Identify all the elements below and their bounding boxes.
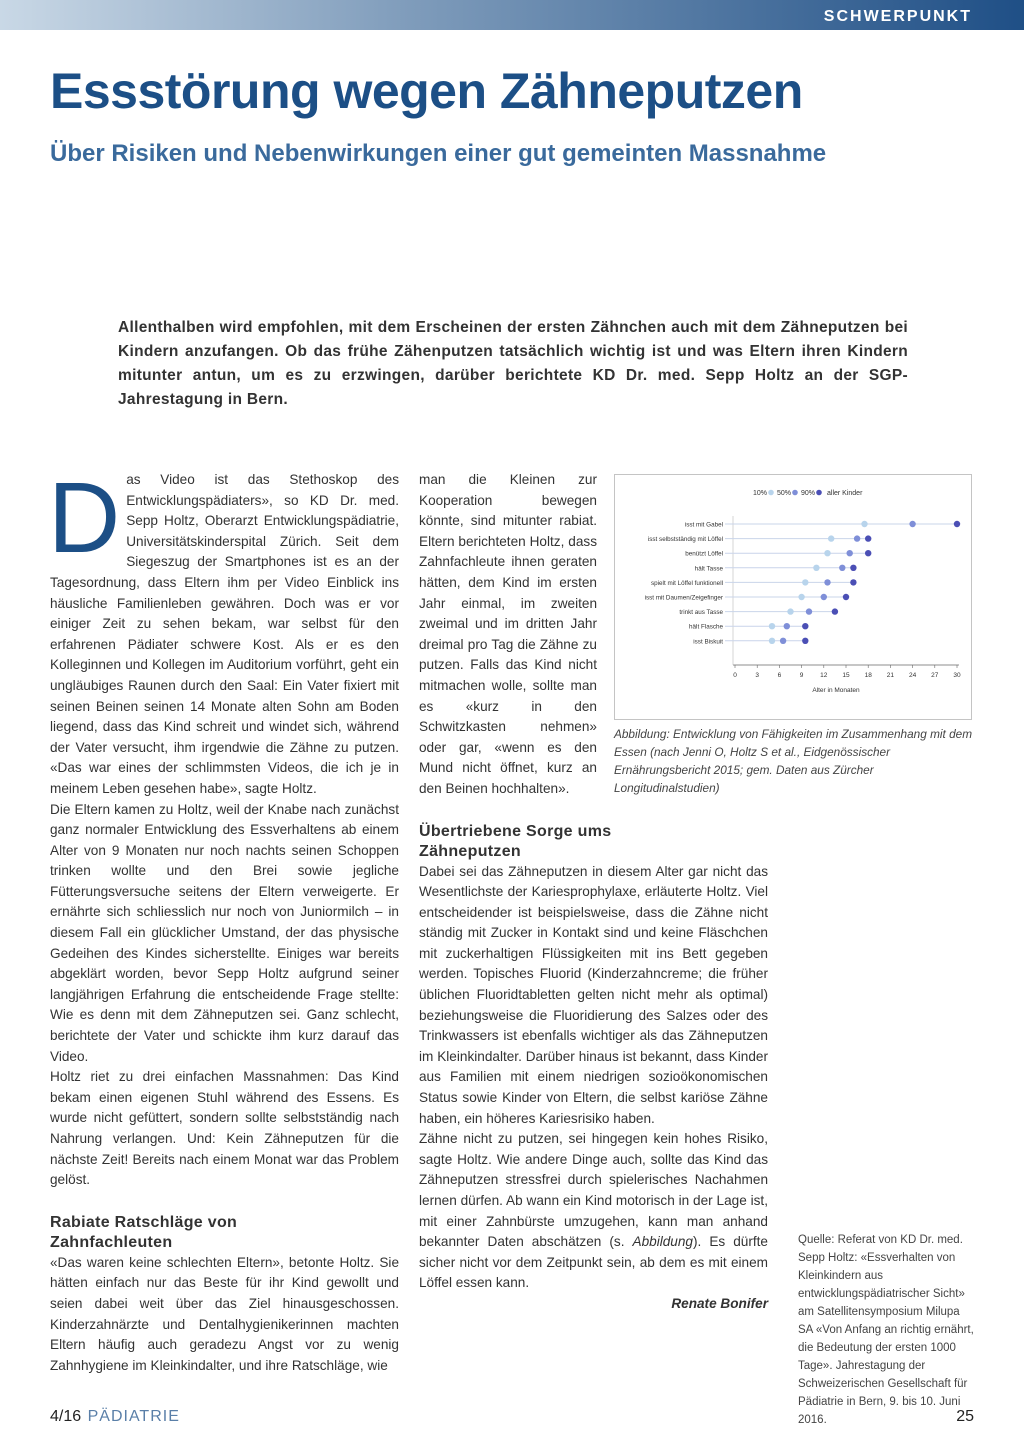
data-point-4-1: [824, 579, 830, 585]
category-label-0: isst mit Gabel: [684, 521, 723, 529]
x-tick-label-8: 24: [908, 672, 917, 679]
data-point-1-2: [865, 535, 871, 541]
issue-number: 4/16: [50, 1408, 82, 1425]
x-tick-label-0: 0: [733, 672, 737, 679]
data-point-8-1: [780, 638, 786, 644]
data-point-2-2: [865, 550, 871, 556]
paragraph-3: Holtz riet zu drei einfachen Massnahmen: Das Kind bekam einen eigenen Stuhl während des Essens. Es wurde nicht gefüttert, sondern sollte selbstständig nach Nahrung verlangen. Und: Kein Zähneputzen für die nächste Zeit! Bereits nach einem Monat war das Problem gelöst.: [50, 1069, 399, 1188]
x-tick-label-5: 15: [842, 672, 850, 679]
category-label-2: benützt Löffel: [685, 550, 723, 558]
x-tick-label-10: 30: [953, 672, 961, 679]
figure-caption: Abbildung: Entwicklung von Fähigkeiten im Zusammenhang mit dem Essen (nach Jenni O, Holtz S et al., Eidgenössischer Ernährungsbericht 2015; gem. Daten aus Zürcher Longitudinalstudien): [614, 727, 973, 795]
article-title: Essstörung wegen Zähneputzen: [50, 63, 803, 119]
data-point-3-0: [813, 565, 819, 571]
paragraph-1: [48, 462, 399, 800]
x-tick-label-3: 9: [799, 672, 804, 679]
category-label-6: trinkt aus Tasse: [679, 609, 723, 617]
x-tick-label-9: 27: [931, 672, 939, 679]
data-point-8-2: [802, 638, 808, 644]
paragraph-6: Dabei sei das Zähneputzen in diesem Alter gar nicht das Wesentlichste der Kariesprophylaxe, erläuterte Holtz. Viel entscheidender ist beispielsweise, dass die Zähne nicht ständig mit Zucker in Kontakt sind und keine Fläschchen mit zuckerhaltigen Flüssigkeiten mit ins Bett gegeben werden. Topisches Fluorid (Kinderzahncreme; die früher üblichen Fluoridtabletten gelten nicht mehr als optimal) beziehungsweise die Fluoridierung des Salzes oder des Trinkwassers ist ebenfalls wichtiger als das Zähneputzen im Kleinkindalter. Darüber hinaus ist bekannt, dass Kinder aus Familien mit einem niedrigen sozioökonomischen Status sowie Kinder von Eltern, die selbst kariöse Zähne haben, ein höheres Kariesrisiko haben.: [419, 863, 768, 1126]
journal-name: PÄDIATRIE: [87, 1408, 180, 1425]
data-point-0-1: [909, 521, 915, 527]
page-number: 25: [956, 1408, 974, 1425]
section-header-bar: [0, 0, 1024, 30]
paragraph-7-text-b: ). Es dürfte sicher nicht vor dem Zeitpunkt sein, ab dem es mit einem Löffel essen kann.: [419, 1234, 768, 1291]
subheading-sorge: Übertriebene Sorge ums Zähneputzen: [419, 822, 612, 860]
legend-marker-1: [792, 490, 798, 496]
paragraph-7: [419, 1129, 768, 1294]
x-tick-label-4: 12: [820, 672, 828, 679]
data-point-7-2: [802, 623, 808, 629]
data-point-3-2: [850, 565, 856, 571]
category-label-3: hält Tasse: [694, 565, 723, 573]
paragraph-1-text: as Video ist das Stethoskop des Entwicklungspädiaters», so KD Dr. med. Sepp Holtz, Oberarzt Entwicklungspädiatrie, Universitätskinderspital Zürich. Seit dem Siegeszug der Smartphones ist es an der Tagesordnung, dass Eltern ihm per Video Einblick ins häusliche Familienleben gewähren. Doch was er vor einiger Zeit zu sehen bekam, war selbst für den erfahrenen Pädiater schwere Kost. Als er es den Kolleginnen und Kollegen im Auditorium vorführt, geht ein ungläubiges Raunen durch den Saal: Ein Vater fixiert mit seinen Beinen seinen 14 Monate alten Sohn am Boden liegend, dass das Kind schreit und windet sich, während der Vater versucht, ihm irgendwie die Zähne zu putzen. «Das war eines der schlimmsten Videos, die ich je in meinem Leben gesehen habe», sagte Holtz.: [50, 472, 399, 796]
subheading-rabiate: Rabiate Ratschläge von Zahnfachleuten: [50, 1213, 238, 1251]
data-point-5-2: [843, 594, 849, 600]
data-point-0-0: [861, 521, 867, 527]
data-point-6-2: [832, 608, 838, 614]
category-label-5: isst mit Daumen/Zeigefinger: [644, 594, 723, 602]
category-label-4: spielt mit Löffel funktionell: [651, 579, 723, 587]
data-point-6-0: [787, 608, 793, 614]
category-label-8: isst Biskuit: [693, 638, 723, 646]
source-note: Quelle: Referat von KD Dr. med. Sepp Holtz: «Essverhalten von Kleinkindern aus entwicklungspädiatrischer Sicht» am Satellitensymposium Milupa SA «Von Anfang an richtig ernährt, die Bedeutung der ersten 1000 Tage». Jahrestagung der Schweizerischen Gesellschaft für Pädiatrie in Bern, 9. bis 10. Juni 2016.: [798, 1234, 974, 1426]
legend-label-1: 50%: [777, 490, 792, 497]
article-subtitle: Über Risiken und Nebenwirkungen einer gut gemeinten Massnahme: [50, 140, 827, 167]
data-point-4-0: [802, 579, 808, 585]
paragraph-4: «Das waren keine schlechten Eltern», betonte Holtz. Sie hätten einfach nur das Beste für ihr Kind gewollt und seien dabei weit über das Ziel hinausgeschossen. Kinderzahnärzte und Dentalhygienikerinnen machten Eltern häufig auch geradezu Angst vor zu wenig Zahnhygiene im Kleinkindalter, und ihre Ratschläge, wie: [50, 1254, 399, 1373]
legend-label-0: 10%: [753, 490, 768, 497]
x-tick-label-2: 6: [777, 672, 782, 679]
legend-marker-0: [768, 490, 774, 496]
x-axis-label: Alter in Monaten: [812, 687, 860, 694]
legend-label-all: aller Kinder: [827, 490, 863, 497]
data-point-1-0: [828, 535, 834, 541]
author-name: Renate Bonifer: [671, 1295, 768, 1311]
footer-issue: [50, 1408, 180, 1426]
legend-marker-2: [816, 490, 822, 496]
data-point-1-1: [854, 535, 860, 541]
dot-chart: [615, 475, 971, 719]
paragraph-5: man die Kleinen zur Kooperation bewegen könnte, sind mitunter rabiat. Eltern berichteten Holtz, dass Zahnfachleute ihnen geraten hätten, dem Kind im ersten Jahr einmal, im zweiten zweimal und im dritten Jahr dreimal pro Tag die Zähne zu putzen. Falls das Kind nicht mitmachen wolle, sollte man es «kurz in den Schwitzkasten nehmen» oder gar, «wenn es den Mund nicht öffnet, kurz an den Beinen hochhalten».: [419, 472, 597, 796]
paragraph-7-text-a: Zähne nicht zu putzen, sei hingegen kein hohes Risiko, sagte Holtz. Wie andere Dinge auch, sollte das Kind das Zähneputzen stressfrei durch spielerisches Nachahmen lernen dürfen. Ab wann ein Kind motorisch in der Lage ist, mit einer Zahnbürste umzugehen, kann man anhand bekannter Daten abschätzen (s.: [419, 1131, 768, 1250]
data-point-7-0: [769, 623, 775, 629]
data-point-6-1: [806, 608, 812, 614]
data-point-5-1: [821, 594, 827, 600]
body-column-1: [48, 462, 399, 1376]
data-point-7-1: [784, 623, 790, 629]
data-point-2-0: [824, 550, 830, 556]
section-label: SCHWERPUNKT: [823, 8, 972, 25]
x-tick-label-7: 21: [886, 672, 895, 679]
lead-paragraph: Allenthalben wird empfohlen, mit dem Erscheinen der ersten Zähnchen auch mit dem Zähneputzen bei Kindern anzufangen. Ob das frühe Zähenputzen tatsächlich wichtig ist und was Eltern ihren Kindern mitunter antun, um es zu erzwingen, darüber berichtete KD Dr. med. Sepp Holtz an der SGP-Jahrestagung in Bern.: [118, 319, 908, 408]
data-point-8-0: [769, 638, 775, 644]
drop-cap: D: [48, 462, 121, 574]
figure-chart: [614, 474, 972, 720]
x-tick-label-1: 3: [755, 672, 760, 679]
data-point-2-1: [847, 550, 853, 556]
x-tick-label-6: 18: [864, 672, 872, 679]
data-point-4-2: [850, 579, 856, 585]
category-label-7: hält Flasche: [689, 623, 723, 631]
paragraph-2: Die Eltern kamen zu Holtz, weil der Knabe nach zunächst ganz normaler Entwicklung des Essverhaltens ab einem Alter von 9 Monaten nur noch nachts seinen Schoppen trinken wollte und den Brei sowie jegliche Fütterungsversuche seitens der Eltern verweigerte. Er ernährte sich schliesslich nur noch von Juniormilch – in diesem Fall ein glücklicher Umstand, der das physische Gedeihen des Kindes sicherstellte. Einiges war bereits abgeklärt worden, bevor Sepp Holtz aufgrund seiner langjährigen Erfahrung die entscheidende Frage stellte: Wie es denn mit dem Zähneputzen sei. Ganz schlecht, berichtete der Vater und schickte ihm kurz darauf das Video.: [50, 801, 399, 1064]
data-point-5-0: [798, 594, 804, 600]
category-label-1: isst selbstständig mit Löffel: [647, 536, 723, 544]
figure-reference: Abbildung: [632, 1234, 693, 1250]
data-point-0-2: [954, 521, 960, 527]
data-point-3-1: [839, 565, 845, 571]
legend-label-2: 90%: [801, 490, 816, 497]
